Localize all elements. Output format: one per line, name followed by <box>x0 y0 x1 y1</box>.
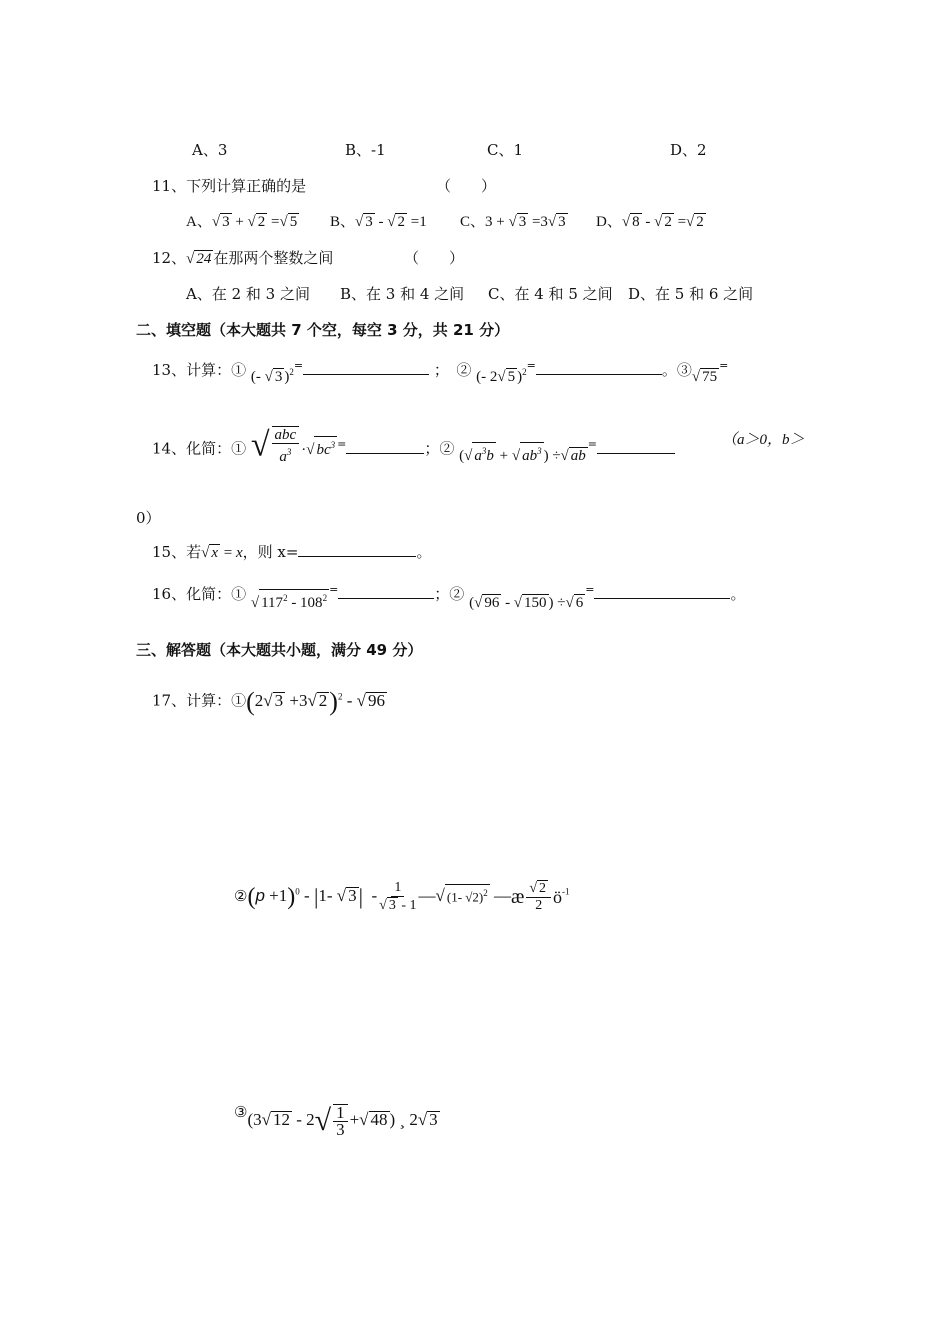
q14-condition: （a＞0，b＞ <box>722 432 805 448</box>
q12-option-a: A、在 2 和 3 之间 <box>186 285 310 303</box>
q11-option-d: D、√ 8 - √ 2 =√ 2 <box>596 214 704 230</box>
q16-line: 16、化简：① √ $117^2 - 108^{2=}$ ；② (√ 96 - √ 150 ) ÷√ 6= 。 <box>152 583 746 611</box>
q12-option-b: B、在 3 和 4 之间 <box>340 285 465 303</box>
q12-paren: （ ） <box>404 249 465 267</box>
section-3-heading: 三、解答题（本大题共小题，满分 49 分） <box>136 641 423 659</box>
q17-part3: ③(3√ 12 - 2√ $\frac{1}{3}$ +√ 48 ) ¸ 2√ 3 <box>234 1102 438 1139</box>
q10-option-a: A、3 <box>192 141 228 159</box>
q14-condition-cont: 0） <box>136 509 161 527</box>
q10-option-c: C、1 <box>487 141 524 159</box>
section-2-heading: 二、填空题（本大题共 7 个空，每空 3 分，共 21 分） <box>136 321 510 339</box>
q11-option-c: C、3 + √ 3 =3√ 3 <box>460 214 566 230</box>
q12-option-d: D、在 5 和 6 之间 <box>628 285 754 303</box>
q11-stem: 11、下列计算正确的是 <box>152 177 307 195</box>
q11-paren: （ ） <box>436 177 497 195</box>
q17-part2: ②(p +1)$^0$ - |1- √ 3| - $\frac{1}{√ 3 - 1}$ —√ (1- √2)$^2$ —æ $\frac{√ 2}{2}$ $ö^{-1}$ <box>234 880 570 913</box>
q13-line: 13、计算：① (- √ 3 )$^{2=}$ ； ② (- 2√ 5 )$^{2=}$ 。③√ 75= <box>152 359 729 385</box>
q11-option-a: A、√ 3 + √ 2 =√ 5 <box>186 214 298 230</box>
q15-line: 15、若√ x = x，则 x= 。 <box>152 543 432 561</box>
q10-option-d: D、2 <box>670 141 707 159</box>
q12-option-c: C、在 4 和 5 之间 <box>488 285 613 303</box>
q10-option-b: B、-1 <box>345 141 386 159</box>
q11-option-b: B、√ 3 - √ 2 =1 <box>330 214 427 230</box>
q17-part1: 17、计算：①(2√ 3 +3√ 2)$^2$ - √ 96 <box>152 686 385 716</box>
q14-line: 14、化简：① √ $\frac{\text{abc}}{a^3}$ ·√ $bc^3$ = ；② (√ $a^3b$ + √ $ab^3$ ) ÷√ ab= <box>152 430 675 469</box>
q12-stem: 12、√ 24 在那两个整数之间 <box>152 249 334 267</box>
